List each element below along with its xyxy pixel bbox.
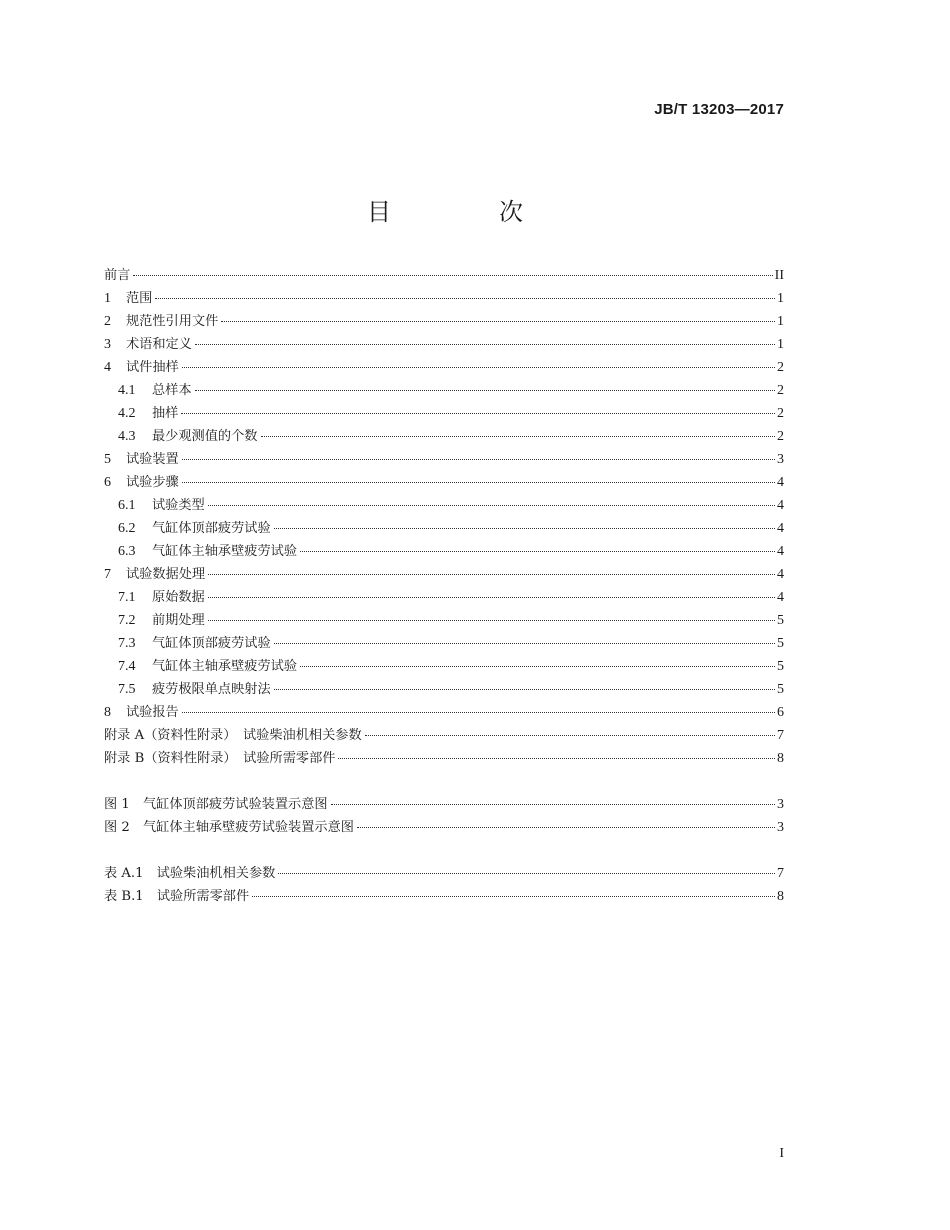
dot-leader [182,367,775,368]
toc-entry[interactable] [104,517,784,540]
toc-group [104,793,784,839]
toc-entry-number: 1 [104,291,111,306]
toc-group [104,862,784,908]
toc-entry-number: 7.3 [118,636,136,651]
dot-leader [182,459,775,460]
toc-entry-title: 总样本 [152,383,192,398]
toc-entry-title: 气缸体主轴承壁疲劳试验 [152,659,298,674]
toc-entry[interactable] [104,701,784,724]
toc-entry-title: 气缸体顶部疲劳试验 [152,521,271,536]
toc-entry-number: 5 [104,452,111,467]
toc-entry-number: 3 [104,337,111,352]
toc-entry[interactable] [104,862,784,885]
dot-leader [182,712,775,713]
toc-entry-page: 4 [777,475,784,490]
toc-entry[interactable] [104,885,784,908]
toc-entry-page: 4 [777,521,784,536]
toc-entry-number: 8 [104,705,111,720]
dot-leader [133,275,772,276]
toc-entry-title: 表 B.1 试验所需零部件 [104,889,250,904]
toc-entry-title: 术语和定义 [126,337,192,352]
dot-leader [208,620,775,621]
toc-entry-number: 6 [104,475,111,490]
toc-entry-title: 试验类型 [152,498,205,513]
toc-entry-page: 7 [777,866,784,881]
toc-entry[interactable] [104,379,784,402]
dot-leader [208,505,775,506]
toc-entry-title: 气缸体顶部疲劳试验 [152,636,271,651]
dot-leader [278,873,775,874]
toc-entry-page: 1 [777,314,784,329]
toc-entry-number: 2 [104,314,111,329]
dot-leader [274,528,775,529]
dot-leader [182,482,775,483]
dot-leader [155,298,775,299]
toc-entry-number: 6.2 [118,521,136,536]
toc-entry-page: 3 [777,452,784,467]
toc-entry-number: 7.1 [118,590,136,605]
toc-entry-number: 7 [104,567,111,582]
toc-entry-number: 4.3 [118,429,136,444]
toc-entry[interactable] [104,563,784,586]
toc-entry-number: 6.1 [118,498,136,513]
toc-entry[interactable] [104,609,784,632]
toc-entry[interactable] [104,494,784,517]
dot-leader [181,413,775,414]
toc-entry-page: II [774,268,784,283]
dot-leader [261,436,776,437]
toc-entry-page: 1 [777,337,784,352]
toc-entry-number: 7.5 [118,682,136,697]
toc-entry-page: 2 [777,429,784,444]
toc-entry-title: 图 2 气缸体主轴承壁疲劳试验装置示意图 [104,820,354,835]
toc-entry[interactable] [104,793,784,816]
toc-entry[interactable] [104,632,784,655]
toc-entry[interactable] [104,678,784,701]
toc-entry-title: 试验报告 [126,705,179,720]
toc-entry-title: 原始数据 [152,590,205,605]
dot-leader [195,390,775,391]
toc-entry-page: 7 [777,728,784,743]
toc-entry[interactable] [104,356,784,379]
toc-entry-title: 前期处理 [152,613,205,628]
toc-entry[interactable] [104,333,784,356]
toc-group [104,264,784,770]
dot-leader [274,643,775,644]
toc-entry-page: 6 [777,705,784,720]
dot-leader [357,827,775,828]
toc-entry[interactable] [104,724,784,747]
toc-entry-page: 5 [777,613,784,628]
dot-leader [300,666,775,667]
toc-entry-page: 4 [777,590,784,605]
toc-entry-title: 图 1 气缸体顶部疲劳试验装置示意图 [104,797,328,812]
toc-entry-page: 1 [777,291,784,306]
toc-entry-title: 试验装置 [126,452,179,467]
toc-entry-title: 附录 B（资料性附录） 试验所需零部件 [104,751,336,766]
toc-entry-title: 附录 A（资料性附录） 试验柴油机相关参数 [104,728,362,743]
dot-leader [365,735,775,736]
toc-entry-page: 5 [777,636,784,651]
toc-entry-title: 表 A.1 试验柴油机相关参数 [104,866,276,881]
toc-entry-title: 试件抽样 [126,360,179,375]
toc-entry[interactable] [104,816,784,839]
dot-leader [300,551,775,552]
dot-leader [274,689,775,690]
toc-entry-number: 7.4 [118,659,136,674]
page-number: I [779,1146,784,1161]
dot-leader [252,896,775,897]
toc-entry-page: 4 [777,567,784,582]
toc-entry[interactable] [104,540,784,563]
toc-entry-page: 4 [777,498,784,513]
toc-entry-page: 2 [777,383,784,398]
toc-entry[interactable] [104,448,784,471]
toc-entry-title: 前言 [104,268,131,283]
toc-entry[interactable] [104,287,784,310]
table-of-contents [104,264,784,908]
toc-entry-number: 4.1 [118,383,136,398]
toc-entry-number: 4 [104,360,111,375]
toc-entry-title: 最少观测值的个数 [152,429,258,444]
toc-entry-page: 3 [777,820,784,835]
toc-entry-page: 8 [777,889,784,904]
dot-leader [208,574,775,575]
toc-entry-page: 8 [777,751,784,766]
toc-entry[interactable] [104,402,784,425]
toc-entry[interactable] [104,471,784,494]
toc-entry-page: 5 [777,682,784,697]
document-code: JB/T 13203—2017 [654,101,784,118]
toc-entry[interactable] [104,655,784,678]
page-title: 目 次 [367,198,565,226]
toc-entry-number: 6.3 [118,544,136,559]
toc-entry-title: 试验数据处理 [126,567,206,582]
toc-entry-page: 2 [777,360,784,375]
toc-entry[interactable] [104,264,784,287]
toc-entry-title: 规范性引用文件 [126,314,219,329]
toc-entry-title: 试验步骤 [126,475,179,490]
toc-entry-page: 3 [777,797,784,812]
toc-entry-page: 2 [777,406,784,421]
toc-entry-title: 抽样 [152,406,179,421]
dot-leader [338,758,775,759]
toc-entry[interactable] [104,586,784,609]
toc-entry-number: 7.2 [118,613,136,628]
toc-entry-number: 4.2 [118,406,136,421]
toc-entry-title: 气缸体主轴承壁疲劳试验 [152,544,298,559]
dot-leader [208,597,775,598]
toc-entry-page: 4 [777,544,784,559]
toc-entry-page: 5 [777,659,784,674]
toc-entry-title: 范围 [126,291,153,306]
dot-leader [221,321,775,322]
toc-entry-title: 疲劳极限单点映射法 [152,682,271,697]
toc-entry[interactable] [104,425,784,448]
toc-entry[interactable] [104,310,784,333]
dot-leader [195,344,775,345]
toc-entry[interactable] [104,747,784,770]
dot-leader [331,804,775,805]
